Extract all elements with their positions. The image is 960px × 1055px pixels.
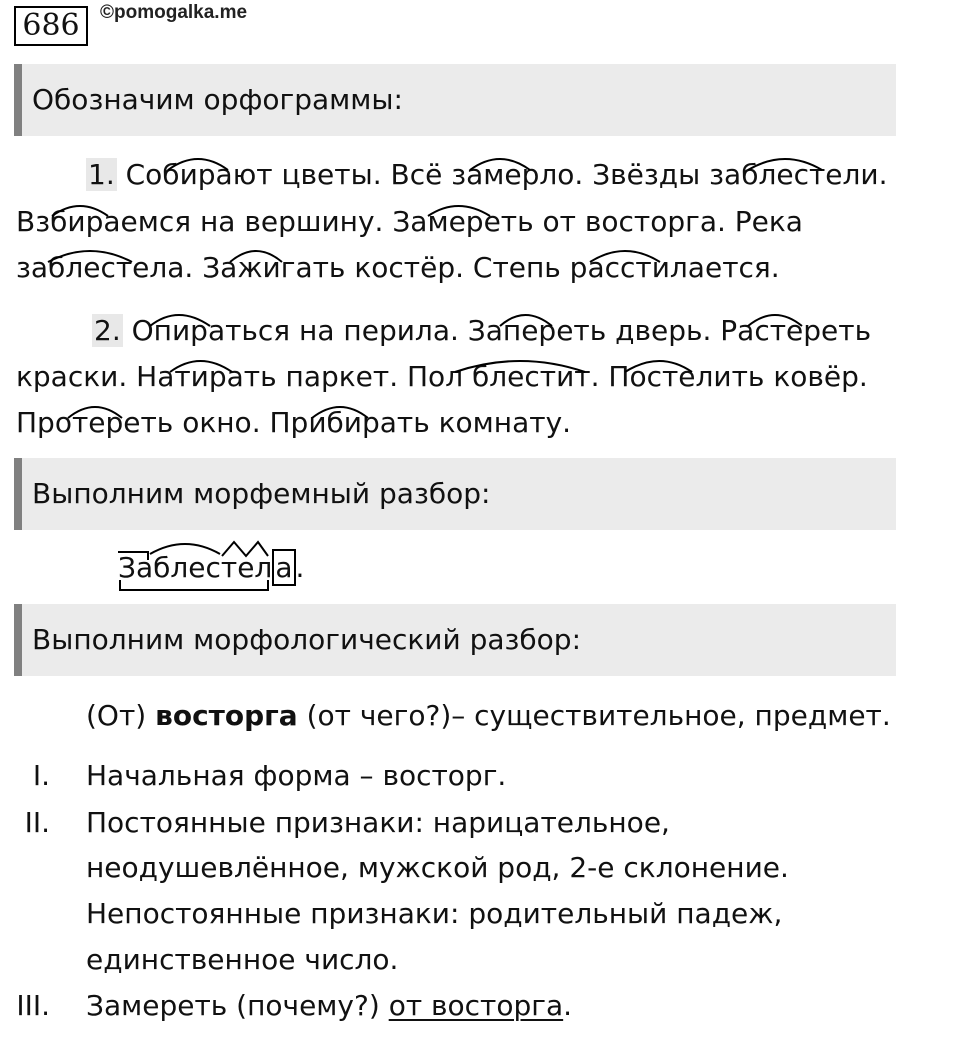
last-item-text: Замереть (почему?) — [86, 989, 389, 1022]
ex1-line2-text: Взбираемся на вершину. Замереть от восторга. Река — [16, 205, 803, 238]
ex1-marker: 1. — [88, 158, 115, 191]
morphology-intro — [86, 696, 891, 736]
list-item: единственное число. — [86, 943, 399, 976]
list-item: Непостоянные признаки: родительный падеж, — [86, 897, 783, 930]
roman-numeral: I. — [32, 759, 50, 792]
ex2-line3-text: Протереть окно. Прибирать комнату. — [16, 406, 572, 439]
word-ending: а — [272, 549, 295, 586]
word-punct: . — [295, 551, 305, 584]
ex2-line1 — [92, 311, 871, 351]
ex1-line1 — [86, 155, 888, 195]
site-watermark: ©pomogalka.me — [100, 2, 248, 23]
orthograms-title: Обозначим орфограммы: — [32, 83, 403, 116]
underlined-phrase: от восторга — [388, 989, 564, 1022]
intro-bold-word: восторга — [155, 699, 298, 732]
ex2-line1-text: Опираться на перила. Запереть дверь. Растереть — [131, 314, 872, 347]
ex2-marker: 2. — [94, 314, 121, 347]
word-stem: Заблестел — [118, 551, 273, 584]
morphology-header — [14, 604, 896, 676]
list-item: Начальная форма – восторг. — [86, 759, 507, 792]
ex1-line2 — [16, 202, 803, 242]
intro-rest: (от чего?)– существительное, предмет. — [297, 699, 891, 732]
list-item-last — [86, 986, 572, 1026]
exercise-number: 686 — [14, 6, 88, 46]
list-item: Постоянные признаки: нарицательное, — [86, 806, 670, 839]
morpheme-word — [118, 546, 304, 590]
ex1-line1-text: Собирают цветы. Всё замерло. Звёзды заблестели. — [125, 158, 888, 191]
roman-numeral: II. — [24, 806, 50, 839]
ex2-line3 — [16, 403, 571, 443]
orthograms-header — [14, 64, 896, 136]
last-punct: . — [563, 989, 573, 1022]
ex2-line2 — [16, 357, 868, 397]
roman-numeral: III. — [16, 989, 50, 1022]
morpheme-title: Выполним морфемный разбор: — [32, 477, 491, 510]
intro-prefix: (От) — [86, 699, 156, 732]
list-item: неодушевлённое, мужской род, 2-е склонение. — [86, 851, 789, 884]
morphology-title: Выполним морфологический разбор: — [32, 623, 582, 656]
morpheme-header — [14, 458, 896, 530]
ex1-line3-text: заблестела. Зажигать костёр. Степь расстилается. — [16, 251, 780, 284]
ex1-line3 — [16, 248, 780, 288]
ex2-line2-text: краски. Натирать паркет. Пол блестит. Постелить ковёр. — [16, 360, 868, 393]
